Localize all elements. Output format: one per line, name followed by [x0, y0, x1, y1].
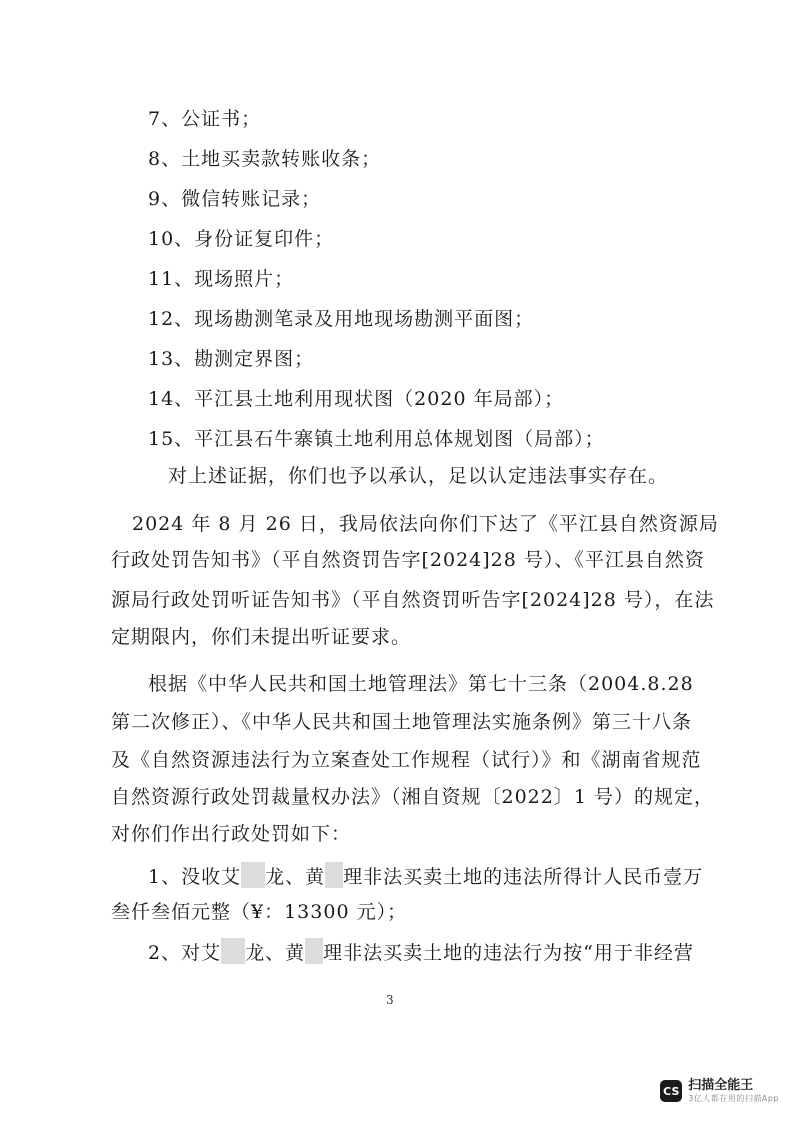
- evidence-item-7: 7、公证书；: [148, 108, 262, 130]
- penalty-1-line-1: [148, 862, 703, 889]
- basis-line-5: 对你们作出行政处罚如下：: [111, 823, 352, 845]
- redacted-name: [241, 862, 265, 888]
- redacted-name: [325, 862, 343, 888]
- basis-line-4: 自然资源行政处罚裁量权办法》（湘自资规〔2022〕1 号）的规定，: [111, 786, 714, 808]
- redacted-name: [221, 938, 245, 964]
- evidence-item-9: 9、微信转账记录；: [148, 188, 322, 210]
- page-number: 3: [386, 993, 394, 1007]
- scanner-watermark: [660, 1078, 779, 1104]
- penalty-2-mid: 龙、黄: [245, 942, 306, 964]
- penalty-2-prefix: 2、对艾: [148, 942, 222, 964]
- evidence-item-10: 10、身份证复印件；: [148, 228, 335, 250]
- notice-line-1: 2024 年 8 月 26 日，我局依法向你们下达了《平江县自然资源局: [132, 513, 719, 535]
- watermark-slogan: 3亿人都在用的扫描App: [688, 1094, 779, 1103]
- basis-line-2: 第二次修正）、《中华人民共和国土地管理法实施条例》第三十八条: [111, 711, 693, 733]
- notice-line-3: 源局行政处罚听证告知书》（平自然资罚听告字[2024]28 号），在法: [111, 589, 715, 611]
- evidence-item-13: 13、勘测定界图；: [148, 348, 315, 370]
- watermark-brand: 扫描全能王: [688, 1078, 754, 1093]
- evidence-item-8: 8、土地买卖款转账收条；: [148, 148, 382, 170]
- penalty-1-suffix: 理非法买卖土地的违法所得计人民币壹万: [343, 866, 704, 888]
- penalty-2-suffix: 理非法买卖土地的违法行为按“用于非经营: [323, 942, 694, 964]
- penalty-2-line-1: [148, 938, 694, 965]
- redacted-name: [305, 938, 323, 964]
- notice-line-4: 定期限内，你们未提出听证要求。: [111, 626, 412, 648]
- evidence-item-15: 15、平江县石牛寨镇土地利用总体规划图（局部）；: [148, 428, 605, 450]
- basis-line-1: 根据《中华人民共和国土地管理法》第七十三条（2004.8.28: [148, 673, 694, 695]
- evidence-item-12: 12、现场勘测笔录及用地现场勘测平面图；: [148, 308, 535, 330]
- penalty-1-mid: 龙、黄: [265, 866, 326, 888]
- camscanner-logo-icon: CS: [660, 1080, 682, 1102]
- evidence-item-11: 11、现场照片；: [148, 268, 295, 290]
- penalty-1-prefix: 1、没收艾: [148, 866, 242, 888]
- basis-line-3: 及《自然资源违法行为立案查处工作规程（试行）》和《湖南省规范: [111, 749, 702, 771]
- evidence-confirmation: 对上述证据，你们也予以承认，足以认定违法事实存在。: [168, 465, 669, 487]
- evidence-item-14: 14、平江县土地利用现状图（2020 年局部）；: [148, 388, 565, 410]
- penalty-1-line-2: 叁仟叁佰元整（¥：13300 元）；: [111, 901, 408, 923]
- notice-line-2: 行政处罚告知书》（平自然资罚告字[2024]28 号）、《平江县自然资: [111, 549, 705, 571]
